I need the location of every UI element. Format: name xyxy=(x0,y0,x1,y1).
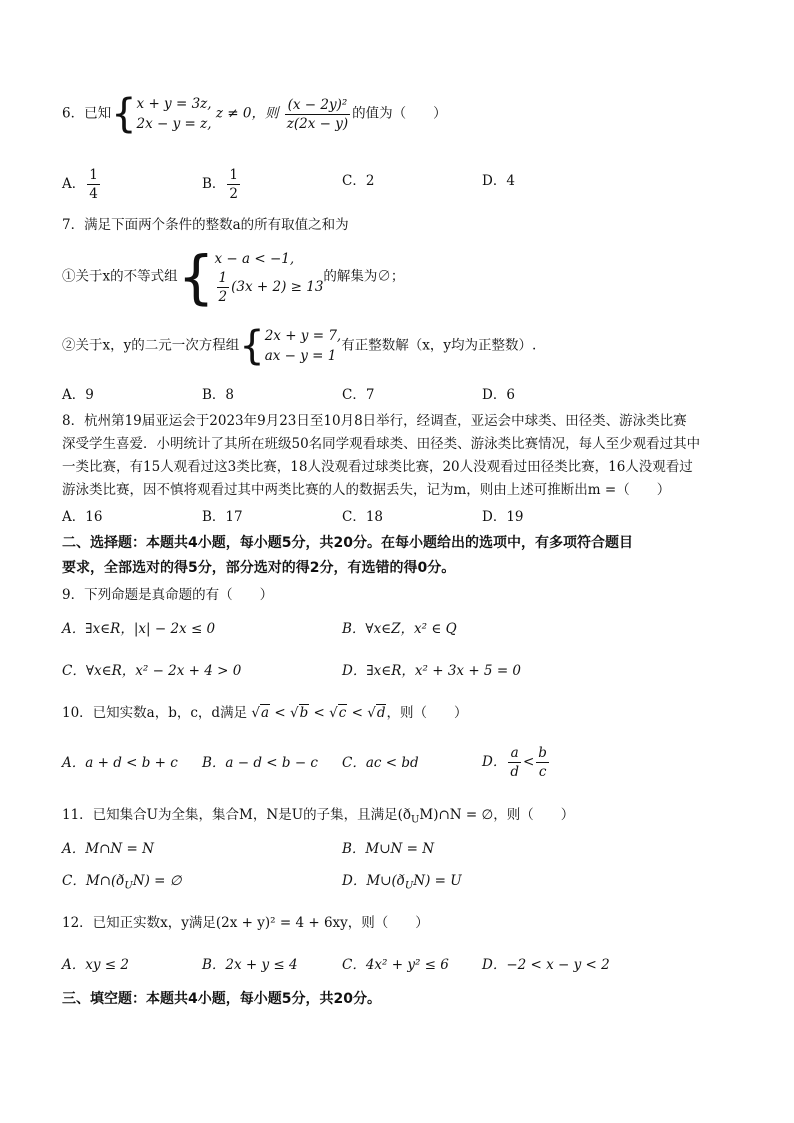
q10-stem: 10．已知实数a，b，c，d满足 √a < √b < √c < √d，则（ ） xyxy=(62,705,468,721)
section-2-heading-line-2: 要求，全部选对的得5分，部分选对的得2分，有选错的得0分。 xyxy=(62,560,456,576)
q7-option-d: D．6 xyxy=(482,387,515,403)
q11-option-b: B．M∪N = N xyxy=(342,841,435,857)
q6-option-b: B． $\frac{1}{2}$ xyxy=(202,167,239,202)
q7-option-c: C．7 xyxy=(342,387,375,403)
q6-brace: { xyxy=(111,91,137,137)
q8-line-1: 8．杭州第19届亚运会于2023年9月23日至10月8日举行，经调查，亚运会中球类、田径类、游泳类比赛 xyxy=(62,413,687,429)
q12-option-d: D．−2 < x − y < 2 xyxy=(482,957,610,973)
q8-option-b: B．17 xyxy=(202,509,243,525)
q6-stem xyxy=(62,91,447,137)
q12-option-a: A．xy ≤ 2 xyxy=(62,957,129,973)
q9-option-a: A．∃x∈R，|x| − 2x ≤ 0 xyxy=(62,621,216,637)
q6-eq1: x + y = 3z, xyxy=(136,96,212,112)
q6-frac-den: z(2x − y) xyxy=(286,115,349,132)
q8-line-2: 深受学生喜爱．小明统计了其所在班级50名同学观看球类、田径类、游泳类比赛情况，每人至少观看过其中 xyxy=(62,436,701,452)
q8-line-3: 一类比赛，有15人观看过这3类比赛，18人没观看过球类比赛，20人没观看过田径类比赛，16人没观看过 xyxy=(62,459,693,475)
q6-option-a: A． $\frac{1}{4}$ xyxy=(62,167,98,202)
q7-condition-1: ①关于x的不等式组{ x − a < −1, $\frac{1}{2}$ (3x + 2) ≥ 13 的解集为∅； xyxy=(62,243,405,311)
q6-eq2: 2x − y = z, xyxy=(136,116,212,132)
q6-prefix: 6．已知 xyxy=(62,105,112,122)
q6-frac-num: (x − 2y)² xyxy=(285,96,350,115)
section-2-heading-line-1: 二、选择题：本题共4小题，每小题5分，共20分。在每小题给出的选项中，有多项符合题目 xyxy=(62,535,633,551)
q10-option-c: C．ac < bd xyxy=(342,755,419,771)
q9-option-d: D．∃x∈R，x² + 3x + 5 = 0 xyxy=(342,663,522,679)
q11-option-c: C．$M\cap(ð_UN)$ = ∅ xyxy=(62,873,182,892)
q6-option-d: D．4 xyxy=(482,173,515,189)
q8-option-d: D．19 xyxy=(482,509,524,525)
q10-option-d: D． $\frac{a}{d}$ < $\frac{b}{c}$ xyxy=(482,745,547,780)
q10-option-b: B．a − d < b − c xyxy=(202,755,318,771)
q6-system xyxy=(137,94,212,134)
q8-line-4: 游泳类比赛，因不慎将观看过其中两类比赛的人的数据丢失，记为m，则由上述可推断出m =（ ） xyxy=(62,482,671,498)
q7-condition-2: ②关于x，y的二元一次方程组{ 2x + y = 7, ax − y = 1 有正整数解（x，y均为正整数）. xyxy=(62,323,537,369)
q9-option-b: B．∀x∈Z，x² ∈ Q xyxy=(342,621,457,637)
q11-stem: 11．已知集合U为全集，集合M，N是U的子集，且满足$(ð_UM)\cap N$ = ∅，则（ ） xyxy=(62,807,575,826)
q6-condition: z ≠ 0，则 xyxy=(215,105,279,122)
q12-option-c: C．4x² + y² ≤ 6 xyxy=(342,957,449,973)
q8-option-c: C．18 xyxy=(342,509,384,525)
section-3-heading: 三、填空题：本题共4小题，每小题5分，共20分。 xyxy=(62,991,381,1007)
q6-fraction xyxy=(285,96,350,133)
q9-stem: 9．下列命题是真命题的有（ ） xyxy=(62,587,274,603)
q8-option-a: A．16 xyxy=(62,509,103,525)
q10-option-a: A．a + d < b + c xyxy=(62,755,178,771)
q12-stem: 12．已知正实数x，y满足(2x + y)² = 4 + 6xy，则（ ） xyxy=(62,915,429,931)
q6-option-c: C．2 xyxy=(342,173,375,189)
q7-option-a: A．9 xyxy=(62,387,94,403)
q11-option-d: D．$M\cup(ð_UN) = U$ xyxy=(342,873,462,892)
q6-suffix: 的值为（ ） xyxy=(352,105,447,122)
q9-option-c: C．∀x∈R，x² − 2x + 4 > 0 xyxy=(62,663,242,679)
q11-option-a: A．M∩N = N xyxy=(62,841,154,857)
q7-stem: 7．满足下面两个条件的整数a的所有取值之和为 xyxy=(62,217,349,233)
q12-option-b: B．2x + y ≤ 4 xyxy=(202,957,298,973)
q7-option-b: B．8 xyxy=(202,387,235,403)
